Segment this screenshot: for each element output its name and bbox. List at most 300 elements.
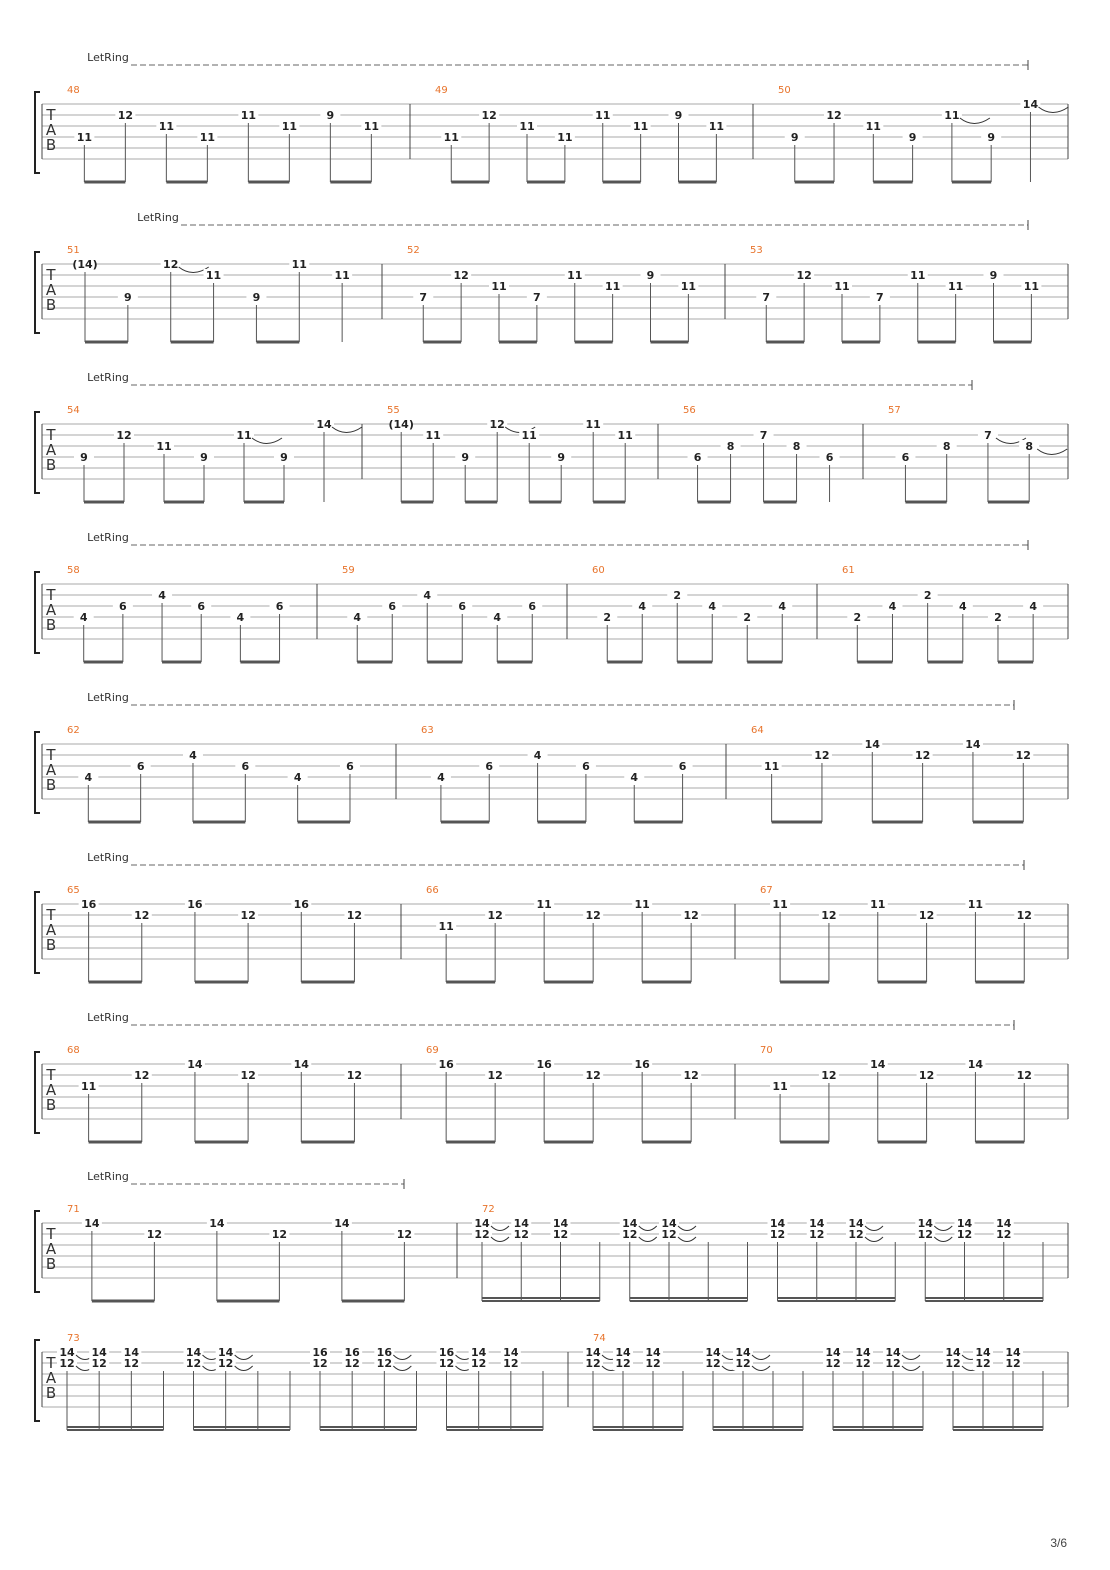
system-bracket — [35, 572, 40, 653]
measure-number: 73 — [67, 1333, 80, 1344]
tab-clef-letter: A — [45, 441, 57, 459]
fret-number: 12 — [218, 1357, 234, 1370]
fret-number: 14 — [1005, 1346, 1021, 1359]
fret-number: 8 — [1025, 440, 1034, 453]
fret-number: 11 — [870, 898, 886, 911]
fret-number: 6 — [678, 760, 687, 773]
fret-number: 12 — [503, 1357, 519, 1370]
fret-number: 2 — [743, 611, 752, 624]
fret-number: 6 — [388, 600, 397, 613]
fret-number: 11 — [519, 120, 535, 133]
tab-system — [35, 1011, 1068, 1142]
fret-number: 4 — [189, 749, 197, 762]
fret-number: 11 — [617, 429, 633, 442]
fret-number: 14 — [187, 1058, 203, 1071]
tie-arc — [934, 1237, 952, 1242]
fret-number: 14 — [513, 1217, 529, 1230]
fret-number: 16 — [634, 1058, 650, 1071]
fret-number: 9 — [280, 451, 288, 464]
fret-number: (14) — [388, 418, 414, 431]
fret-number: 4 — [533, 749, 542, 762]
fret-number: 7 — [762, 291, 771, 304]
fret-number: 14 — [59, 1346, 75, 1359]
fret-number: 11 — [763, 760, 780, 773]
tie-arc — [678, 1226, 696, 1231]
fret-number: 14 — [945, 1346, 961, 1359]
tab-clef-letter: T — [46, 266, 56, 284]
fret-number: 6 — [346, 760, 354, 773]
fret-number: 11 — [291, 258, 307, 271]
fret-number: 11 — [536, 898, 552, 911]
fret-number: 12 — [240, 909, 256, 922]
fret-number: 12 — [622, 1228, 638, 1241]
measure-number: 63 — [421, 725, 434, 736]
system-bracket — [35, 1340, 40, 1421]
fret-number: 12 — [346, 909, 363, 922]
fret-number: 14 — [474, 1217, 490, 1230]
fret-number: 9 — [200, 451, 208, 464]
fret-number: 11 — [772, 898, 788, 911]
fret-number: 11 — [158, 120, 175, 133]
fret-number: 14 — [917, 1217, 933, 1230]
fret-number: 9 — [908, 131, 917, 144]
fret-number: 14 — [316, 418, 332, 431]
fret-number: 14 — [471, 1346, 487, 1359]
fret-number: 14 — [552, 1217, 569, 1230]
fret-number: 4 — [353, 611, 362, 624]
fret-number: 14 — [870, 1058, 886, 1071]
letring-label: LetRing — [87, 531, 129, 544]
measure-number: 59 — [342, 565, 355, 576]
fret-number: 8 — [792, 440, 801, 453]
tab-clef-letter: T — [46, 1066, 56, 1084]
fret-number: 12 — [769, 1228, 786, 1241]
tie-arc — [393, 1366, 411, 1371]
measure-number: 57 — [888, 405, 901, 416]
fret-number: 12 — [240, 1069, 256, 1082]
fret-number: 8 — [726, 440, 735, 453]
fret-number: 12 — [123, 1357, 139, 1370]
page-number: 3/6 — [1050, 1536, 1067, 1550]
measure-number: 49 — [435, 85, 448, 96]
fret-number: 14 — [996, 1217, 1012, 1230]
fret-number: 12 — [185, 1357, 202, 1370]
fret-number: 9 — [790, 131, 799, 144]
fret-number: 12 — [396, 1228, 413, 1241]
fret-number: 11 — [156, 440, 172, 453]
fret-number: 12 — [585, 909, 601, 922]
system-bracket — [35, 412, 40, 493]
fret-number: (14) — [72, 258, 98, 271]
fret-number: 11 — [363, 120, 380, 133]
fret-number: 7 — [419, 291, 428, 304]
fret-number: 12 — [438, 1357, 455, 1370]
fret-number: 6 — [528, 600, 537, 613]
tab-clef-letter: B — [45, 136, 57, 154]
fret-number: 12 — [1016, 1069, 1032, 1082]
fret-number: 9 — [124, 291, 132, 304]
fret-number: 12 — [918, 1069, 935, 1082]
fret-number: 14 — [965, 738, 981, 751]
fret-number: 14 — [293, 1058, 309, 1071]
letring-label: LetRing — [87, 51, 129, 64]
tie-arc — [902, 1366, 920, 1371]
tab-clef-letter: T — [46, 1354, 56, 1372]
fret-number: 14 — [1022, 98, 1039, 111]
fret-number: 4 — [638, 600, 647, 613]
fret-number: 11 — [425, 429, 441, 442]
fret-number: 12 — [474, 1228, 490, 1241]
fret-number: 16 — [187, 898, 203, 911]
fret-number: 14 — [769, 1217, 786, 1230]
fret-number: 11 — [199, 131, 216, 144]
measure-number: 74 — [593, 1333, 606, 1344]
fret-number: 9 — [461, 451, 470, 464]
letring-label: LetRing — [87, 1170, 129, 1183]
fret-number: 14 — [975, 1346, 991, 1359]
fret-number: 14 — [956, 1217, 973, 1230]
tab-clef-letter: B — [45, 936, 57, 954]
fret-number: 12 — [134, 1069, 150, 1082]
fret-number: 6 — [485, 760, 494, 773]
fret-number: 12 — [312, 1357, 328, 1370]
fret-number: 12 — [117, 109, 134, 122]
fret-number: 7 — [876, 291, 884, 304]
measure-number: 54 — [67, 405, 80, 416]
fret-number: 7 — [533, 291, 541, 304]
fret-number: 4 — [708, 600, 717, 613]
measure-number: 52 — [407, 245, 420, 256]
fret-number: 12 — [914, 749, 931, 762]
fret-number: 6 — [582, 760, 590, 773]
fret-number: 11 — [680, 280, 697, 293]
fret-number: 11 — [772, 1080, 788, 1093]
fret-number: 4 — [423, 589, 432, 602]
tab-clef-letter: B — [45, 776, 57, 794]
measure-number: 66 — [426, 885, 439, 896]
fret-number: 12 — [346, 1069, 363, 1082]
fret-number: 12 — [809, 1228, 825, 1241]
fret-number: 11 — [567, 269, 583, 282]
tab-clef-letter: T — [46, 1225, 56, 1243]
tab-system — [35, 1333, 1068, 1430]
tab-clef-letter: B — [45, 1255, 57, 1273]
measure-number: 69 — [426, 1045, 439, 1056]
fret-number: 11 — [443, 131, 459, 144]
fret-number: 14 — [218, 1346, 234, 1359]
fret-number: 12 — [996, 1228, 1012, 1241]
fret-number: 11 — [521, 429, 537, 442]
tab-clef-letter: T — [46, 746, 56, 764]
fret-number: 14 — [825, 1346, 841, 1359]
fret-number: 9 — [674, 109, 683, 122]
fret-number: 14 — [622, 1217, 638, 1230]
fret-number: 12 — [645, 1357, 661, 1370]
tab-clef-letter: A — [45, 761, 57, 779]
fret-number: 16 — [438, 1346, 455, 1359]
fret-number: 12 — [735, 1357, 751, 1370]
tab-clef-letter: T — [46, 586, 56, 604]
tie-arc — [678, 1237, 696, 1242]
measure-number: 64 — [751, 725, 764, 736]
tab-clef-letter: A — [45, 601, 57, 619]
fret-number: 14 — [661, 1217, 677, 1230]
tie-arc — [639, 1237, 657, 1242]
fret-number: 4 — [236, 611, 245, 624]
tie-arc — [1038, 107, 1068, 113]
fret-number: 14 — [91, 1346, 107, 1359]
fret-number: 12 — [489, 418, 505, 431]
tab-system — [35, 851, 1068, 982]
fret-number: 12 — [885, 1357, 901, 1370]
fret-number: 11 — [834, 280, 850, 293]
fret-number: 11 — [205, 269, 222, 282]
fret-number: 12 — [471, 1357, 487, 1370]
tab-clef-letter: A — [45, 281, 57, 299]
tie-arc — [752, 1355, 770, 1360]
fret-number: 12 — [814, 749, 830, 762]
fret-number: 16 — [80, 898, 97, 911]
tab-clef-letter: B — [45, 456, 57, 474]
system-bracket — [35, 252, 40, 333]
tab-clef-letter: A — [45, 121, 57, 139]
fret-number: 12 — [453, 269, 469, 282]
fret-number: 4 — [778, 600, 787, 613]
tab-clef-letter: B — [45, 616, 57, 634]
letring-label: LetRing — [87, 1011, 129, 1024]
system-bracket — [35, 1052, 40, 1133]
fret-number: 16 — [438, 1058, 454, 1071]
fret-number: 12 — [917, 1228, 933, 1241]
fret-number: 7 — [759, 429, 768, 442]
letring-label: LetRing — [137, 211, 179, 224]
fret-number: 12 — [344, 1357, 360, 1370]
fret-number: 11 — [910, 269, 926, 282]
fret-number: 6 — [458, 600, 467, 613]
fret-number: 4 — [1029, 600, 1037, 613]
fret-number: 16 — [293, 898, 309, 911]
fret-number: 11 — [595, 109, 611, 122]
fret-number: 11 — [438, 920, 454, 933]
fret-number: 9 — [987, 131, 996, 144]
fret-number: 14 — [967, 1058, 984, 1071]
tie-arc — [393, 1355, 411, 1360]
fret-number: 12 — [826, 109, 842, 122]
fret-number: 11 — [281, 120, 298, 133]
fret-number: 14 — [84, 1217, 100, 1230]
fret-number: 12 — [975, 1357, 991, 1370]
fret-number: 14 — [809, 1217, 825, 1230]
fret-number: 4 — [437, 771, 445, 784]
measure-number: 65 — [67, 885, 80, 896]
fret-number: 16 — [376, 1346, 392, 1359]
fret-number: 11 — [967, 898, 984, 911]
fret-number: 16 — [536, 1058, 552, 1071]
fret-number: 4 — [84, 771, 93, 784]
tie-arc — [752, 1366, 770, 1371]
measure-number: 50 — [778, 85, 791, 96]
fret-number: 12 — [796, 269, 812, 282]
fret-number: 11 — [76, 131, 93, 144]
tab-clef-letter: T — [46, 106, 56, 124]
measure-number: 58 — [67, 565, 80, 576]
fret-number: 14 — [735, 1346, 751, 1359]
fret-number: 11 — [491, 280, 507, 293]
fret-number: 12 — [487, 1069, 503, 1082]
fret-number: 4 — [158, 589, 166, 602]
measure-number: 72 — [482, 1204, 495, 1215]
fret-number: 16 — [312, 1346, 328, 1359]
fret-number: 4 — [888, 600, 897, 613]
tie-arc — [865, 1226, 883, 1231]
measure-number: 55 — [387, 405, 400, 416]
fret-number: 8 — [942, 440, 951, 453]
tab-clef-letter: T — [46, 426, 56, 444]
tie-arc — [960, 118, 990, 124]
fret-number: 2 — [603, 611, 612, 624]
fret-number: 12 — [163, 258, 179, 271]
fret-number: 7 — [984, 429, 992, 442]
fret-number: 9 — [646, 269, 655, 282]
fret-number: 4 — [958, 600, 967, 613]
fret-number: 14 — [855, 1346, 871, 1359]
fret-number: 6 — [119, 600, 127, 613]
fret-number: 12 — [825, 1357, 841, 1370]
fret-number: 12 — [271, 1228, 288, 1241]
fret-number: 12 — [487, 909, 503, 922]
measure-number: 71 — [67, 1204, 80, 1215]
measure-number: 53 — [750, 245, 763, 256]
fret-number: 11 — [632, 120, 649, 133]
tab-clef-letter: B — [45, 1096, 57, 1114]
fret-number: 12 — [683, 909, 699, 922]
fret-number: 11 — [585, 418, 601, 431]
fret-number: 12 — [945, 1357, 961, 1370]
fret-number: 6 — [693, 451, 702, 464]
measure-number: 70 — [760, 1045, 773, 1056]
fret-number: 14 — [503, 1346, 519, 1359]
fret-number: 12 — [615, 1357, 631, 1370]
measure-number: 67 — [760, 885, 773, 896]
fret-number: 14 — [705, 1346, 721, 1359]
fret-number: 14 — [585, 1346, 601, 1359]
tab-system — [35, 371, 1068, 502]
fret-number: 14 — [848, 1217, 864, 1230]
fret-number: 4 — [493, 611, 502, 624]
fret-number: 12 — [552, 1228, 569, 1241]
fret-number: 12 — [848, 1228, 864, 1241]
fret-number: 14 — [123, 1346, 139, 1359]
measure-number: 60 — [592, 565, 605, 576]
letring-label: LetRing — [87, 371, 129, 384]
fret-number: 12 — [146, 1228, 163, 1241]
fret-number: 2 — [923, 589, 932, 602]
fret-number: 11 — [334, 269, 350, 282]
fret-number: 12 — [481, 109, 497, 122]
letring-label: LetRing — [87, 691, 129, 704]
fret-number: 4 — [79, 611, 88, 624]
tab-system — [35, 211, 1068, 342]
measure-number: 56 — [683, 405, 696, 416]
fret-number: 12 — [116, 429, 132, 442]
fret-number: 11 — [236, 429, 252, 442]
fret-number: 6 — [275, 600, 284, 613]
tab-clef-letter: B — [45, 296, 57, 314]
fret-number: 12 — [91, 1357, 107, 1370]
fret-number: 12 — [705, 1357, 721, 1370]
fret-number: 12 — [513, 1228, 529, 1241]
system-bracket — [35, 92, 40, 173]
tab-system — [35, 51, 1068, 182]
fret-number: 6 — [901, 451, 910, 464]
fret-number: 14 — [615, 1346, 631, 1359]
fret-number: 9 — [80, 451, 88, 464]
letring-label: LetRing — [87, 851, 129, 864]
system-bracket — [35, 1211, 40, 1292]
fret-number: 11 — [240, 109, 257, 122]
fret-number: 12 — [956, 1228, 973, 1241]
fret-number: 12 — [585, 1357, 601, 1370]
tie-arc — [235, 1355, 253, 1360]
fret-number: 11 — [947, 280, 964, 293]
measure-number: 48 — [67, 85, 80, 96]
fret-number: 11 — [634, 898, 650, 911]
tab-clef-letter: T — [46, 906, 56, 924]
fret-number: 11 — [80, 1080, 97, 1093]
fret-number: 2 — [673, 589, 682, 602]
measure-number: 62 — [67, 725, 80, 736]
fret-number: 11 — [708, 120, 725, 133]
fret-number: 14 — [209, 1217, 225, 1230]
measure-number: 68 — [67, 1045, 80, 1056]
fret-number: 12 — [1016, 909, 1032, 922]
fret-number: 12 — [821, 909, 837, 922]
fret-number: 12 — [683, 1069, 699, 1082]
fret-number: 12 — [376, 1357, 392, 1370]
tab-clef-letter: B — [45, 1384, 57, 1402]
tie-arc — [332, 427, 362, 433]
fret-number: 12 — [855, 1357, 871, 1370]
tab-system — [35, 691, 1068, 822]
fret-number: 12 — [918, 909, 935, 922]
fret-number: 14 — [185, 1346, 202, 1359]
fret-number: 12 — [59, 1357, 75, 1370]
fret-number: 6 — [825, 451, 834, 464]
fret-number: 12 — [821, 1069, 837, 1082]
tab-system — [35, 531, 1068, 662]
fret-number: 14 — [645, 1346, 661, 1359]
fret-number: 9 — [989, 269, 998, 282]
fret-number: 11 — [604, 280, 621, 293]
system-bracket — [35, 892, 40, 973]
system-bracket — [35, 732, 40, 813]
fret-number: 12 — [1015, 749, 1031, 762]
fret-number: 11 — [1023, 280, 1040, 293]
tie-arc — [252, 438, 282, 444]
tie-arc — [491, 1226, 509, 1231]
fret-number: 12 — [1005, 1357, 1021, 1370]
fret-number: 6 — [197, 600, 206, 613]
fret-number: 11 — [557, 131, 573, 144]
fret-number: 2 — [994, 611, 1002, 624]
fret-number: 11 — [865, 120, 881, 133]
fret-number: 14 — [885, 1346, 901, 1359]
tab-clef-letter: A — [45, 1369, 57, 1387]
fret-number: 4 — [630, 771, 639, 784]
tab-clef-letter: A — [45, 1081, 57, 1099]
fret-number: 9 — [326, 109, 335, 122]
fret-number: 12 — [661, 1228, 677, 1241]
